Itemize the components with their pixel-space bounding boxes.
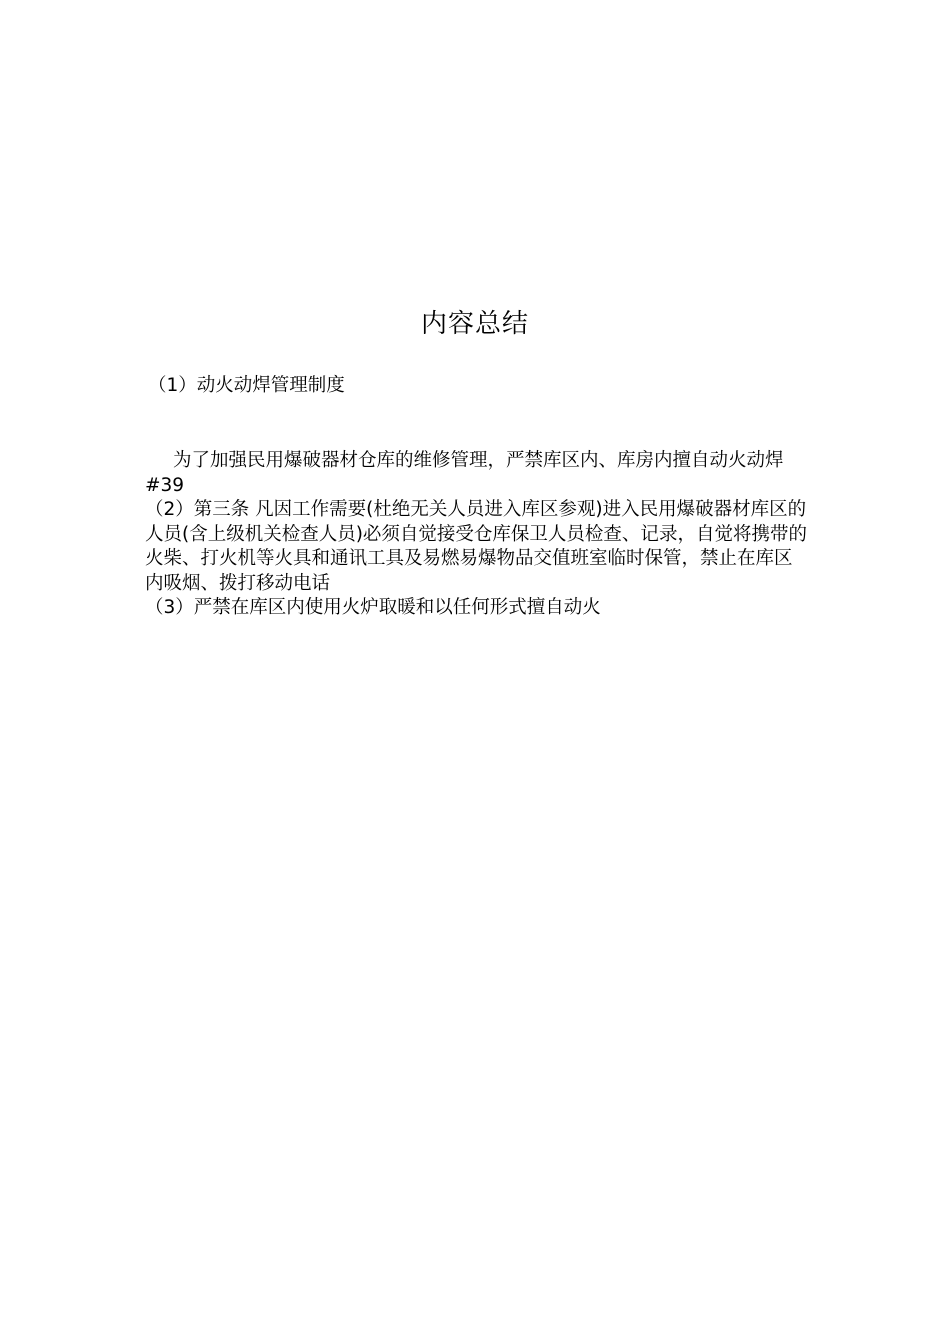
list-item-2: （2）第三条 凡因工作需要(杜绝无关人员进入库区参观)进入民用爆破器材库区的人员(含上级机关检查人员)必须自觉接受仓库保卫人员检查、记录，自觉将携带的火柴、打火机等火具和通讯工具及易燃易爆物品交值班室临时保管，禁止在库区内吸烟、拨打移动电话 (145, 499, 807, 594)
page-title: 内容总结 (420, 309, 529, 339)
list-item-3: （3）严禁在库区内使用火炉取暖和以任何形式擅自动火 (145, 597, 601, 618)
intro-paragraph: 为了加强民用爆破器材仓库的维修管理，严禁库区内、库房内擅自动火动焊#39 (145, 450, 784, 496)
section-heading-1: （1）动火动焊管理制度 (148, 375, 345, 396)
body-text-block (145, 449, 807, 621)
